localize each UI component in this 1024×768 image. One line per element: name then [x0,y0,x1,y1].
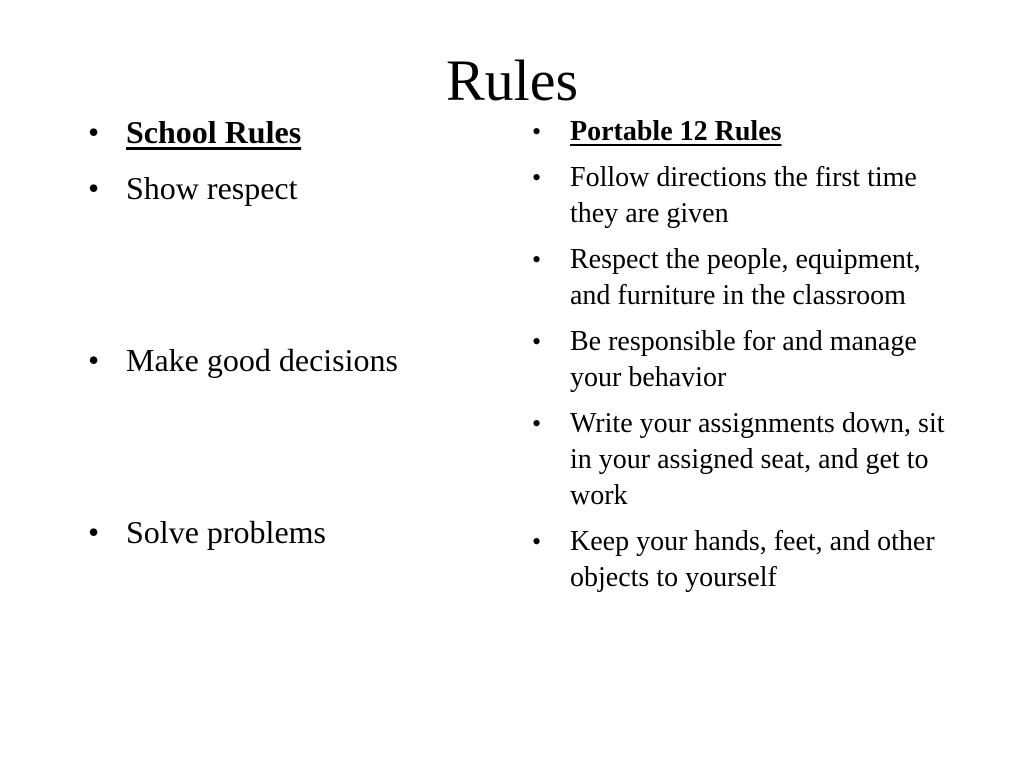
portable-rules-heading-item [528,114,958,150]
list-item [528,524,958,596]
list-item [84,340,504,380]
bullet-icon: • [88,114,100,150]
portable-rules-list [528,114,958,596]
list-item-text: Make good decisions [126,342,398,378]
bullet-icon: • [532,409,542,438]
list-item-text: Write your assignments down, sit in your assigned seat, and get to work [570,408,945,511]
portable-rules-heading: Portable 12 Rules [570,116,782,147]
list-item [528,324,958,396]
slide-title: Rules [445,48,579,113]
list-item-text: Respect the people, equipment, and furniture in the classroom [570,244,921,311]
bullet-icon: • [532,245,542,274]
school-rules-list [84,112,504,552]
bullet-icon: • [88,342,100,378]
bullet-icon: • [88,514,100,550]
list-item [84,168,504,208]
list-item-text: Be responsible for and manage your behavior [570,326,917,393]
school-rules-heading-item [84,112,504,152]
bullet-icon: • [532,163,542,192]
list-item-text: Solve problems [126,514,326,550]
list-item [528,160,958,232]
list-item [84,512,504,552]
list-item-text: Follow directions the first time they are given [570,162,917,229]
list-item [528,242,958,314]
list-item-text: Keep your hands, feet, and other objects to yourself [570,526,935,593]
school-rules-heading: School Rules [126,114,302,150]
bullet-icon: • [532,327,542,356]
bullet-icon: • [532,117,542,146]
bullet-icon: • [532,527,542,556]
bullet-icon: • [88,170,100,206]
list-item [528,406,958,514]
list-item-text: Show respect [126,170,298,206]
